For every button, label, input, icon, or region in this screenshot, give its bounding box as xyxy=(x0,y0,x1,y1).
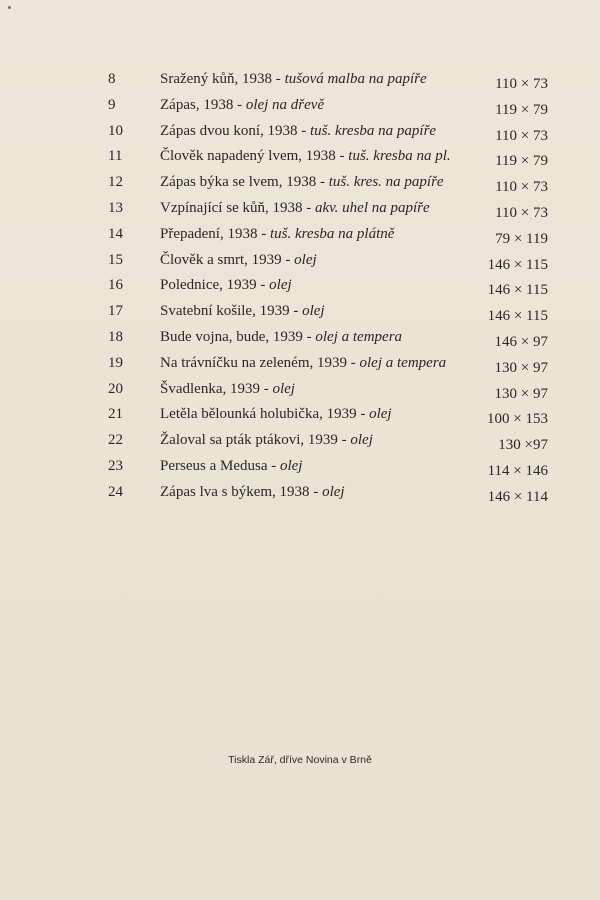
item-medium: tuš. kresba na papíře xyxy=(309,122,437,139)
list-item xyxy=(98,405,558,431)
artwork-list xyxy=(98,70,558,509)
item-medium: olej a tempera xyxy=(315,328,403,345)
item-dimensions: 146 × 115 xyxy=(487,256,548,273)
item-number: 11 xyxy=(108,148,123,165)
list-item xyxy=(98,431,558,457)
item-dimensions: 130 × 97 xyxy=(494,359,548,376)
item-title: Sražený kůň, 1938 - xyxy=(160,71,281,87)
item-title: Zápas dvou koní, 1938 - xyxy=(160,122,307,139)
item-description xyxy=(160,302,325,320)
item-description xyxy=(160,173,444,191)
item-number: 12 xyxy=(108,174,123,191)
item-medium: olej xyxy=(369,406,392,423)
item-dimensions: 110 × 73 xyxy=(495,179,548,196)
list-item xyxy=(98,328,558,354)
item-title: Letěla bělounká holubička, 1939 - xyxy=(160,406,366,423)
item-title: Perseus a Medusa - xyxy=(160,457,277,474)
item-dimensions: 119 × 79 xyxy=(495,101,548,118)
item-dimensions: 110 × 73 xyxy=(495,204,548,221)
item-medium: olej a tempera xyxy=(359,354,447,371)
list-item xyxy=(98,483,558,509)
item-number: 10 xyxy=(108,122,123,139)
item-title: Člověk napadený lvem, 1938 - xyxy=(160,148,345,165)
list-item xyxy=(98,147,558,173)
item-number: 17 xyxy=(108,303,123,320)
item-medium: olej xyxy=(302,303,325,320)
item-title: Zápas býka se lvem, 1938 - xyxy=(160,174,325,191)
item-number: 8 xyxy=(108,71,116,87)
item-title: Vzpínající se kůň, 1938 - xyxy=(160,199,312,216)
item-description xyxy=(160,405,392,423)
item-title: Žaloval sa pták ptákovi, 1939 - xyxy=(160,432,347,449)
printer-imprint: Tiskla Zář, dříve Novina v Brně xyxy=(228,754,372,766)
item-medium: olej xyxy=(322,483,345,500)
item-title: Zápas, 1938 - xyxy=(160,96,243,113)
list-item xyxy=(98,380,558,406)
item-dimensions: 114 × 146 xyxy=(487,462,548,479)
item-dimensions: 100 × 153 xyxy=(487,411,548,428)
item-dimensions: 130 × 97 xyxy=(494,385,548,402)
item-description xyxy=(160,70,427,88)
item-title: Zápas lva s býkem, 1938 - xyxy=(160,483,319,500)
item-number: 21 xyxy=(108,406,123,423)
item-medium: akv. uhel na papíře xyxy=(314,199,430,216)
list-item xyxy=(98,173,558,199)
item-number: 24 xyxy=(108,483,123,500)
list-item xyxy=(98,122,558,148)
item-description xyxy=(160,380,295,398)
list-item xyxy=(98,96,558,122)
item-title: Na trávníčku na zeleném, 1939 - xyxy=(160,354,356,371)
item-dimensions: 146 × 97 xyxy=(494,333,548,350)
item-title: Bude vojna, bude, 1939 - xyxy=(160,328,312,345)
item-medium: olej xyxy=(279,457,303,474)
item-description xyxy=(160,225,394,243)
item-dimensions: 146 × 115 xyxy=(487,308,548,325)
item-number: 16 xyxy=(108,277,123,294)
item-dimensions: 146 × 114 xyxy=(487,488,548,505)
item-dimensions: 130 ×97 xyxy=(498,437,548,454)
item-number: 18 xyxy=(108,328,123,345)
item-medium: olej xyxy=(272,380,295,397)
item-title: Přepadení, 1938 - xyxy=(160,225,267,242)
item-number: 23 xyxy=(108,457,123,474)
item-description xyxy=(160,122,436,140)
item-dimensions: 119 × 79 xyxy=(495,153,548,170)
list-item xyxy=(98,354,558,380)
item-medium: olej xyxy=(269,277,292,294)
item-description xyxy=(160,431,373,449)
item-medium: tuš. kresba na plátně xyxy=(269,225,395,242)
item-number: 14 xyxy=(108,225,123,242)
item-medium: tušová malba na papíře xyxy=(284,71,427,87)
item-description xyxy=(160,354,446,372)
item-medium: tuš. kres. na papíře xyxy=(328,174,444,191)
item-description xyxy=(160,276,292,294)
list-item xyxy=(98,199,558,225)
item-dimensions: 110 × 73 xyxy=(495,76,548,92)
item-title: Svatební košile, 1939 - xyxy=(160,303,299,320)
item-description xyxy=(160,328,402,346)
item-description xyxy=(160,147,451,165)
item-description xyxy=(160,251,317,269)
item-title: Švadlenka, 1939 - xyxy=(160,380,269,397)
item-medium: olej xyxy=(350,432,373,449)
item-medium: olej na dřevě xyxy=(245,96,325,113)
list-item xyxy=(98,276,558,302)
item-description xyxy=(160,199,430,217)
list-item xyxy=(98,225,558,251)
list-item xyxy=(98,302,558,328)
item-medium: tuš. kresba na pl. xyxy=(348,148,451,165)
item-number: 13 xyxy=(108,199,123,216)
page-speck xyxy=(8,6,11,9)
item-number: 15 xyxy=(108,251,123,268)
item-dimensions: 146 × 115 xyxy=(487,282,548,299)
item-number: 9 xyxy=(108,96,116,113)
item-description xyxy=(160,483,345,501)
item-medium: olej xyxy=(294,251,317,268)
item-dimensions: 110 × 73 xyxy=(495,127,548,144)
item-description xyxy=(160,457,302,475)
item-number: 19 xyxy=(108,354,123,371)
item-number: 20 xyxy=(108,380,123,397)
item-description xyxy=(160,96,324,114)
item-dimensions: 79 × 119 xyxy=(495,230,548,247)
list-item xyxy=(98,251,558,277)
item-title: Člověk a smrt, 1939 - xyxy=(160,251,291,268)
list-item xyxy=(98,70,558,96)
item-number: 22 xyxy=(108,432,123,449)
item-title: Polednice, 1939 - xyxy=(160,277,266,294)
list-item xyxy=(98,457,558,483)
